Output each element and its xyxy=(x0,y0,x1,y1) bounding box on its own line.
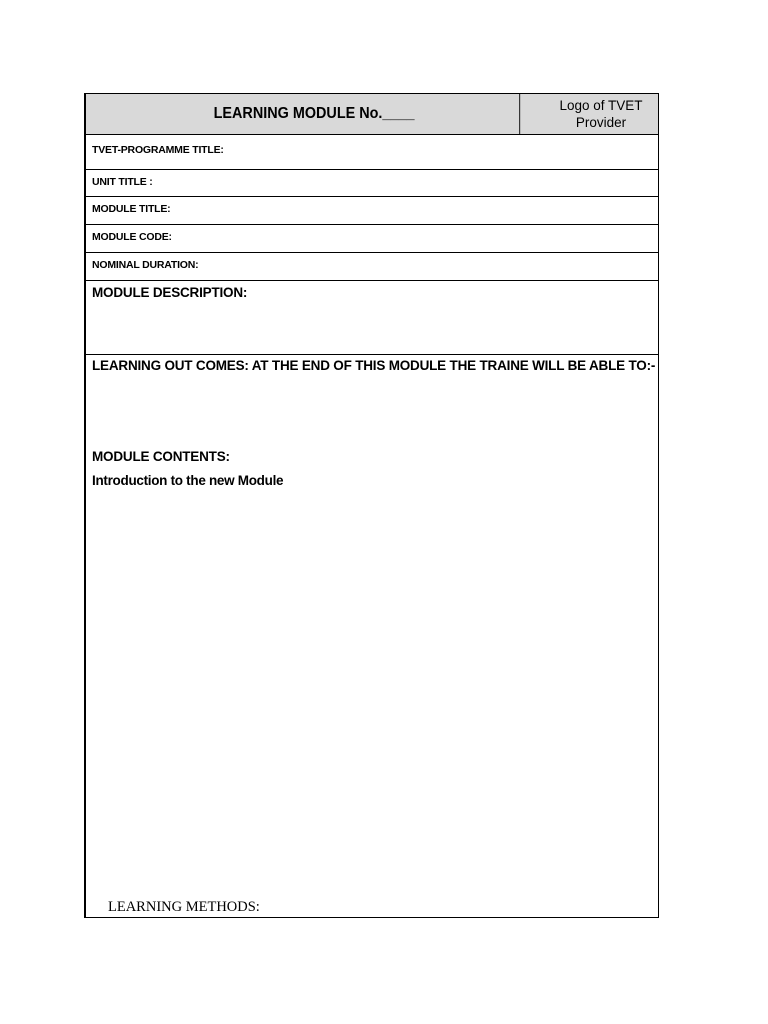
module-title-row xyxy=(86,197,658,225)
module-code-row xyxy=(86,225,658,253)
module-description-label: MODULE DESCRIPTION: xyxy=(92,285,248,300)
module-title-label: MODULE TITLE: xyxy=(92,203,171,215)
form-header xyxy=(86,94,658,135)
learning-methods-heading: LEARNING METHODS: xyxy=(108,899,260,915)
module-title-heading: LEARNING MODULE No.____ xyxy=(109,94,520,134)
programme-title-label: TVET-PROGRAMME TITLE: xyxy=(92,144,224,156)
nominal-duration-row xyxy=(86,253,658,281)
unit-title-row xyxy=(86,170,658,197)
module-code-label: MODULE CODE: xyxy=(92,231,172,243)
contents-intro-text: Introduction to the new Module xyxy=(92,473,284,488)
nominal-duration-label: NOMINAL DURATION: xyxy=(92,259,199,271)
logo-placeholder: Logo of TVET Provider xyxy=(559,98,643,130)
programme-title-row xyxy=(86,135,658,170)
learning-module-form xyxy=(84,93,659,918)
unit-title-label: UNIT TITLE : xyxy=(92,176,153,188)
module-description-row xyxy=(86,281,658,355)
module-contents-heading: MODULE CONTENTS: xyxy=(92,449,230,464)
learning-outcomes-heading: LEARNING OUT COMES: AT THE END OF THIS MODULE THE TRAINE WILL BE ABLE TO:- xyxy=(92,358,656,373)
